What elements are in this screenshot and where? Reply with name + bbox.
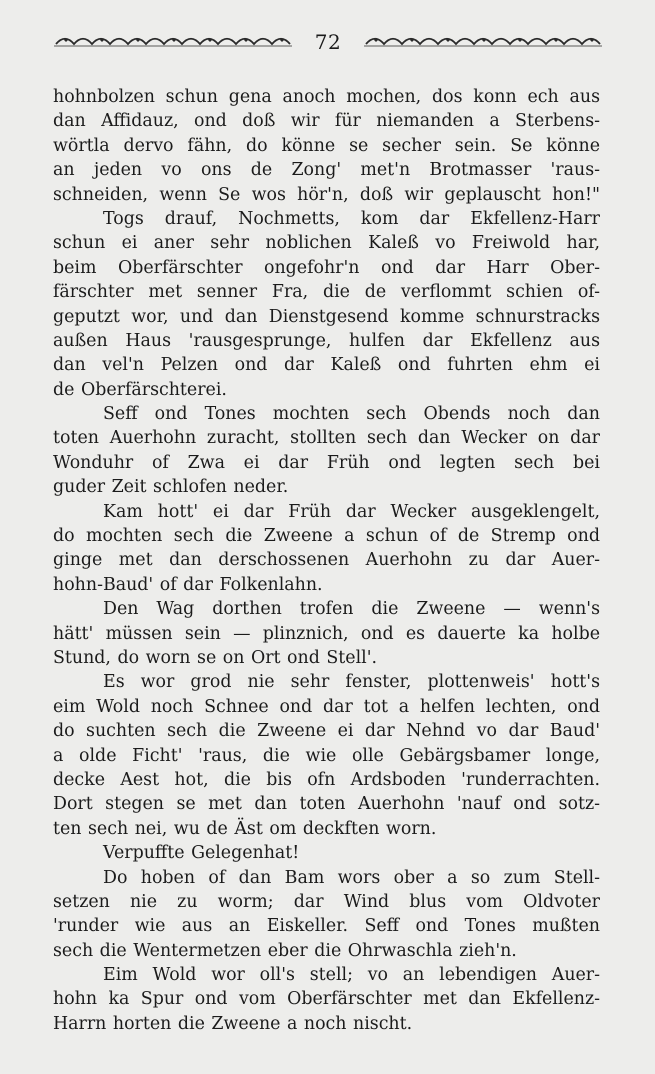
text-line: hohnbolzen schun gena anoch mochen, dos konn ech aus	[53, 87, 600, 107]
text-line: außen Haus 'rausgesprunge, hulfen dar Ekfellenz aus	[53, 330, 600, 351]
text-line: beim Oberfärschter ongefohr'n ond dar Harr Ober-	[53, 257, 600, 278]
text-line: decke Aest hot, die bis ofn Ardsboden 'runderrachten.	[53, 769, 600, 790]
text-line: do mochten sech die Zweene a schun of de Stremp ond	[53, 526, 600, 547]
text-line: 'runder wie aus an Eiskeller. Seff ond Tones mußten	[53, 916, 600, 937]
text-line: guder Zeit schlofen neder.	[53, 477, 289, 498]
text-line: do suchten sech die Zweene ei dar Nehnd vo dar Baud'	[53, 721, 600, 742]
page-number: 72	[314, 30, 342, 54]
text-line: Es wor grod nie sehr fenster, plottenweis' hott's	[103, 672, 600, 693]
text-line: Togs drauf, Nochmetts, kom dar Ekfellenz-Harr	[103, 208, 600, 229]
text-line: Kam hott' ei dar Früh dar Wecker ausgeklengelt,	[103, 501, 600, 522]
text-line: ten sech nei, wu de Äst om deckften worn.	[53, 818, 437, 839]
text-line: Harrn horten die Zweene a noch nischt.	[53, 1013, 413, 1034]
text-line: sech die Wentermetzen eber die Ohrwaschla zieh'n.	[53, 940, 517, 961]
decorative-ornament-icon	[364, 36, 602, 48]
text-line: hätt' müssen sein — plinznich, ond es dauerte ka holbe	[53, 623, 600, 644]
text-line: Verpuffte Gelegenhat!	[103, 843, 300, 864]
text-line: Stund, do worn se on Ort ond Stell'.	[53, 647, 378, 668]
text-line: de Oberfärschterei.	[53, 379, 227, 400]
text-line: Seff ond Tones mochten sech Obends noch dan	[103, 404, 600, 425]
text-line: Den Wag dorthen trofen die Zweene — wenn's	[103, 599, 600, 620]
text-line: hohn ka Spur ond vom Oberfärschter met dan Ekfellenz-	[53, 989, 600, 1010]
text-line: a olde Ficht' 'raus, die wie olle Gebärgsbamer longe,	[53, 745, 600, 766]
text-line: setzen nie zu worm; dar Wind blus vom Oldvoter	[53, 891, 600, 912]
page-header	[54, 28, 602, 56]
text-line: eim Wold noch Schnee ond dar tot a helfen lechten, ond	[53, 696, 600, 717]
text-line: ginge met dan derschossenen Auerhohn zu dar Auer-	[53, 550, 600, 571]
text-line: schneiden, wenn Se wos hör'n, doß wir geplauscht hon!"	[53, 184, 600, 205]
text-line: dan vel'n Pelzen ond dar Kaleß ond fuhrten ehm ei	[53, 355, 600, 376]
text-line: schun ei aner sehr noblichen Kaleß vo Freiwold har,	[53, 233, 600, 254]
text-line: Dort stegen se met dan toten Auerhohn 'nauf ond sotz-	[53, 794, 600, 815]
body-text	[53, 85, 600, 1036]
text-line: geputzt wor, und dan Dienstgesend komme schnurstracks	[53, 306, 600, 327]
text-line: toten Auerhohn zuracht, stollten sech dan Wecker on dar	[53, 428, 600, 449]
text-line: wörtla dervo fähn, do könne se secher sein. Se könne	[53, 135, 600, 156]
text-line: hohn-Baud' of dar Folkenlahn.	[53, 574, 323, 595]
text-line: dan Affidauz, ond doß wir für niemanden a Sterbens-	[53, 111, 600, 132]
text-line: Wonduhr of Zwa ei dar Früh ond legten sech bei	[53, 452, 600, 473]
text-line: Eim Wold wor oll's stell; vo an lebendigen Auer-	[103, 965, 600, 986]
decorative-ornament-icon	[54, 36, 292, 48]
text-line: Do hoben of dan Bam wors ober a so zum Stell-	[103, 867, 600, 888]
text-line: an jeden vo ons de Zong' met'n Brotmasser 'raus-	[53, 160, 600, 181]
text-line: färschter met senner Fra, die de verflommt schien of-	[53, 282, 600, 303]
